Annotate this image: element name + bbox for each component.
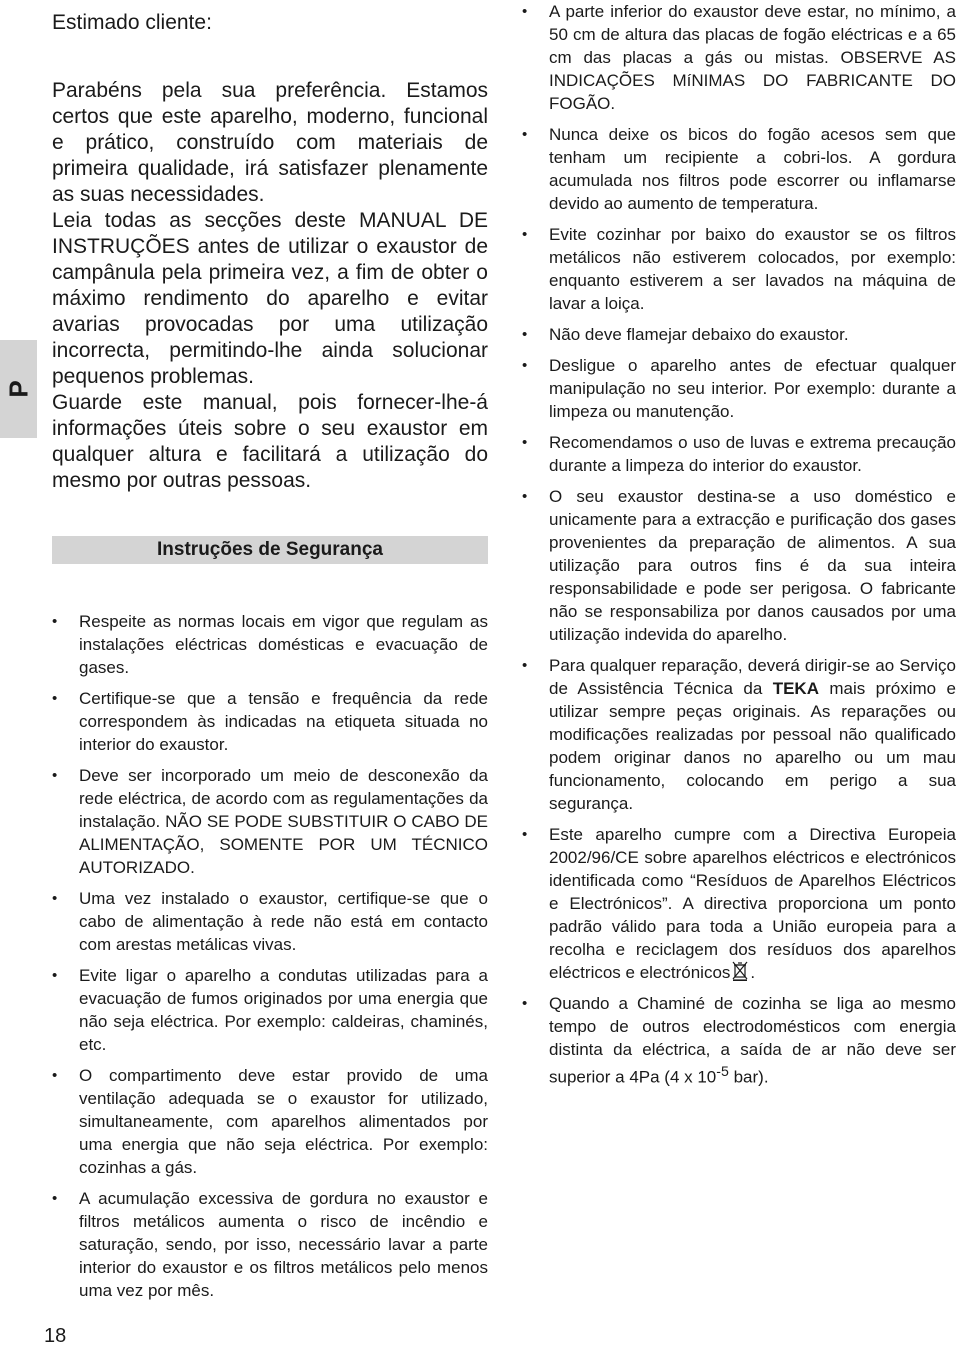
greeting: Estimado cliente: <box>52 11 212 34</box>
weee-list-item <box>522 823 956 984</box>
list-item: • A acumulação excessiva de gordura no exaustor e filtros metálicos aumenta o risco de incêndio e saturação, sendo, por isso, necessário lavar a parte interior do exaustor e os filtros metálicos pelo menos uma vez por mês. <box>52 1187 488 1302</box>
repair-text-before: Para qualquer reparação, deverá dirigir-se ao Serviço de Assistência Técnica da <box>549 656 956 698</box>
list-item: • Recomendamos o uso de luvas e extrema precaução durante a limpeza do interior do exaustor. <box>522 431 956 477</box>
language-tab-letter: P <box>3 380 33 398</box>
weee-text: Este aparelho cumpre com a Directiva Europeia 2002/96/CE sobre aparelhos eléctricos e electrónicos identificada como “Resíduos de Aparelhos Eléctricos e Electrónicos”. A directiva proporciona um ponto padrão válido para toda a União europeia para a recolha e reciclagem dos resíduos dos aparelhos eléctricos e electrónicos <box>549 825 956 982</box>
page-number: 18 <box>44 1325 67 1347</box>
section-title: Instruções de Segurança <box>157 539 383 560</box>
list-item: • Não deve flamejar debaixo do exaustor. <box>522 323 956 346</box>
list-item: • Certifique-se que a tensão e frequência da rede correspondem às indicadas na etiqueta situada no interior do exaustor. <box>52 687 488 756</box>
repair-text-after: mais próximo e utilizar sempre peças originais. As reparações ou modificações realizadas por pessoal não qualificado podem originar danos no aparelho ou um mau funcionamento, colocando em perigo a sua segurança. <box>549 679 956 813</box>
list-item: • Nunca deixe os bicos do fogão acesos sem que tenham um recipiente a cobri-los. A gordura acumulada nos filtros pode escorrer ou inflamarse devido ao aumento de temperatura. <box>522 123 956 215</box>
pressure-text: Quando a Chaminé de cozinha se liga ao mesmo tempo de outros electrodomésticos com energia distinta da eléctrica, a saída de ar não deve ser superior a 4Pa (4 x 10 <box>549 994 956 1087</box>
list-item: • Desligue o aparelho antes de efectuar qualquer manipulação no seu interior. Por exemplo: durante a limpeza ou manutenção. <box>522 354 956 423</box>
repair-list-item <box>522 654 956 815</box>
crossed-out-bin-icon <box>732 961 748 981</box>
pressure-text-end: bar). <box>728 1067 769 1087</box>
weee-text-end: . <box>750 963 756 982</box>
left-column <box>52 10 488 1310</box>
list-item: • O seu exaustor destina-se a uso doméstico e unicamente para a extracção e purificação dos gases provenientes da preparação de alimentos. A sua utilização para outros fins é da sua inteira responsabilidade e pode ser perigosa. O fabricante não se responsabiliza por danos causados por uma utilização indevida do aparelho. <box>522 485 956 646</box>
left-safety-list <box>52 610 488 1302</box>
language-tab <box>0 340 37 438</box>
intro-paragraph-1: Parabéns pela sua preferência. Estamos certos que este aparelho, moderno, funcional e prático, construído com materiais de primeira qualidade, irá satisfazer plenamente as suas necessidades. <box>52 79 488 206</box>
pressure-exponent: -5 <box>716 1064 729 1080</box>
intro-paragraph-2: Leia todas as secções deste MANUAL DE INSTRUÇÕES antes de utilizar o exaustor de campânula pela primeira vez, a fim de obter o máximo rendimento do aparelho e evitar avarias provocadas por uma utilização incorrecta, permitindo-lhe ainda solucionar pequenos problemas. <box>52 209 488 388</box>
right-column <box>522 0 956 1097</box>
section-title-bar <box>52 536 488 564</box>
list-item: • Evite ligar o aparelho a condutas utilizadas para a evacuação de fumos originados por uma energia que não seja eléctrica. Por exemplo: caldeiras, chaminés, etc. <box>52 964 488 1056</box>
brand-name: TEKA <box>772 679 819 698</box>
list-item: • O compartimento deve estar provido de uma ventilação adequada se o exaustor for utilizado, simultaneamente, com aparelhos alimentados por uma energia que não seja eléctrica. Por exemplo: cozinhas a gás. <box>52 1064 488 1179</box>
list-item: • Uma vez instalado o exaustor, certifique-se que o cabo de alimentação à rede não está em contacto com arestas metálicas vivas. <box>52 887 488 956</box>
intro-paragraph-3: Guarde este manual, pois fornecer-lhe-á informações úteis sobre o seu exaustor em qualquer altura e facilitará a utilização do mesmo por outras pessoas. <box>52 391 488 492</box>
list-item: • A parte inferior do exaustor deve estar, no mínimo, a 50 cm de altura das placas de fogão eléctricas e a 65 cm das placas a gás ou mistas. OBSERVE AS INDICAÇÕES MíNIMAS DO FABRICANTE DO FOGÃO. <box>522 0 956 115</box>
right-safety-list <box>522 0 956 1089</box>
pressure-list-item <box>522 992 956 1089</box>
list-item: • Respeite as normas locais em vigor que regulam as instalações eléctricas domésticas e evacuação de gases. <box>52 610 488 679</box>
list-item: • Deve ser incorporado um meio de desconexão da rede eléctrica, de acordo com as regulamentações da instalação. NÃO SE PODE SUBSTITUIR O CABO DE ALIMENTAÇÃO, SOMENTE POR UM TÉCNICO AUTORIZADO. <box>52 764 488 879</box>
list-item: • Evite cozinhar por baixo do exaustor se os filtros metálicos não estiverem colocados, por exemplo: enquanto estiverem a ser lavados na máquina de lavar a loiça. <box>522 223 956 315</box>
